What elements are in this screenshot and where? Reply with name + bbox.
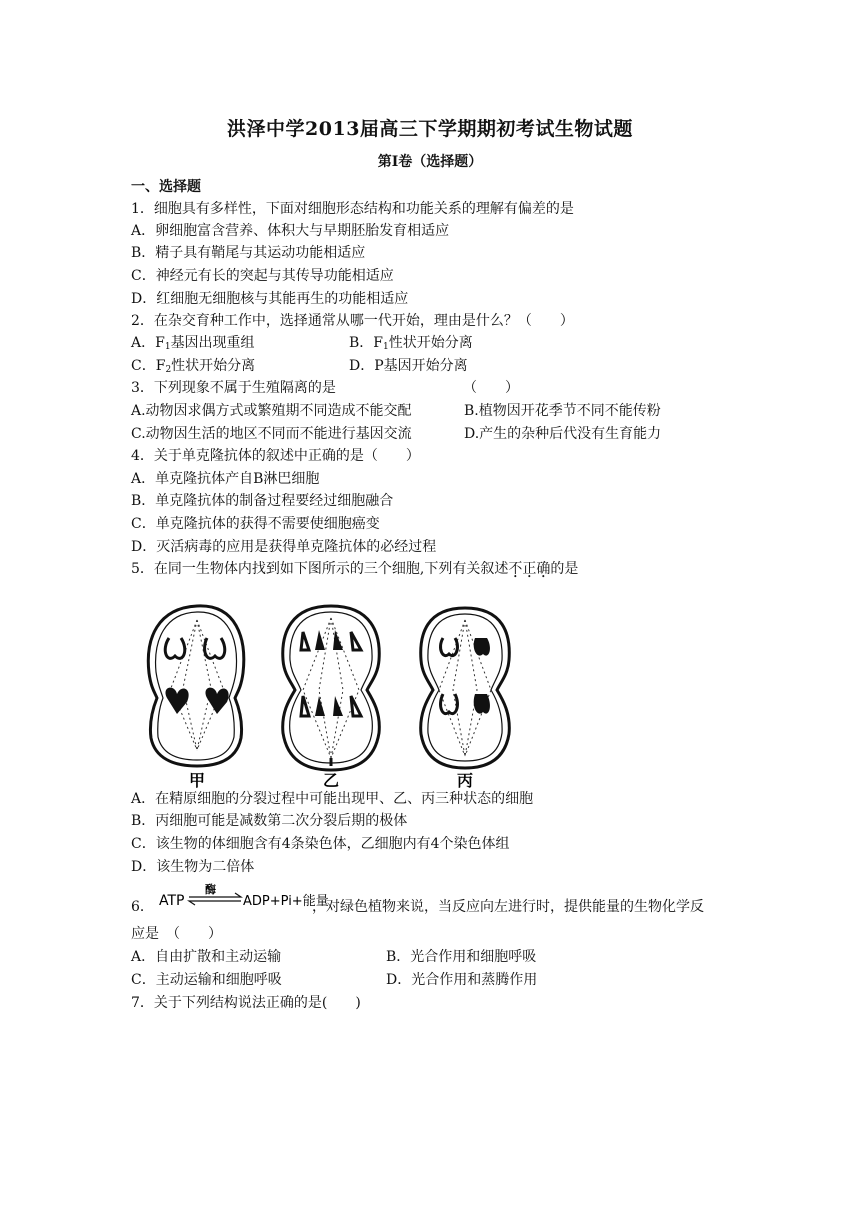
q2-a-post: 基因出现重组 xyxy=(170,335,255,351)
q6-stem: ，对绿色植物来说，当反应向左进行时，提供能量的生物化学反 xyxy=(312,899,704,915)
q3-option-d: D.产生的杂种后代没有生育能力 xyxy=(464,426,662,442)
cell-jia xyxy=(148,606,243,766)
figure-label-yi: 乙 xyxy=(322,771,340,790)
q3-answer-paren: （ ） xyxy=(463,380,519,396)
q2-b-sub: 1 xyxy=(383,342,389,352)
q1-option-c: C．神经元有长的突起与其传导功能相适应 xyxy=(131,268,394,284)
q5-stem-emphasis xyxy=(508,561,550,577)
q4-option-b: B．单克隆抗体的制备过程要经过细胞融合 xyxy=(131,493,394,509)
q6-option-c: C．主动运输和细胞呼吸 xyxy=(131,972,282,988)
emphasis-char: 确 xyxy=(536,561,551,577)
q2-b-pre: B．F xyxy=(349,335,384,351)
q3-option-c: C.动物因生活的地区不同而不能进行基因交流 xyxy=(131,426,412,442)
q5-option-a: A．在精原细胞的分裂过程中可能出现甲、乙、丙三种状态的细胞 xyxy=(131,791,534,807)
q2-stem: 2．在杂交育种工作中，选择通常从哪一代开始，理由是什么？（ ） xyxy=(131,313,574,329)
q2-c-post: 性状开始分离 xyxy=(171,358,256,374)
q7-stem: 7．关于下列结构说法正确的是( ) xyxy=(131,995,361,1011)
q2-c-pre: C．F xyxy=(131,358,166,374)
q5-stem-pre: 5．在同一生物体内找到如下图所示的三个细胞,下列有关叙述 xyxy=(131,561,509,577)
q4-option-c: C．单克隆抗体的获得不需要使细胞癌变 xyxy=(131,516,380,532)
q5-stem-post: 的是 xyxy=(550,561,579,577)
q4-option-d: D．灭活病毒的应用是获得单克隆抗体的必经过程 xyxy=(131,539,437,555)
q6-option-d: D．光合作用和蒸腾作用 xyxy=(386,972,538,988)
eq-right: ADP+Pi+能量 xyxy=(243,894,329,909)
emphasis-char: 正 xyxy=(522,561,537,577)
cell-yi xyxy=(283,606,380,770)
q4-option-a: A．单克隆抗体产自B淋巴细胞 xyxy=(131,471,320,487)
cell-bing xyxy=(421,608,510,768)
page-subtitle: 第Ⅰ卷（选择题） xyxy=(377,154,483,170)
q2-a-sub: 1 xyxy=(164,342,171,352)
q2-option-b xyxy=(349,334,473,356)
figure-label-jia: 甲 xyxy=(188,771,206,790)
q3-stem: 3．下列现象不属于生殖隔离的是 xyxy=(131,380,336,396)
q5-option-d: D．该生物为二倍体 xyxy=(131,859,255,875)
emphasis-char: 不 xyxy=(508,561,523,577)
page-title: 洪泽中学2013届高三下学期期初考试生物试题 xyxy=(227,118,633,140)
q2-b-post: 性状开始分离 xyxy=(388,335,473,351)
q1-option-d: D．红细胞无细胞核与其能再生的功能相适应 xyxy=(131,291,409,307)
q2-option-a xyxy=(131,334,255,356)
q5-stem xyxy=(131,560,578,578)
q1-stem: 1．细胞具有多样性，下面对细胞形态结构和功能关系的理解有偏差的是 xyxy=(131,201,574,217)
q5-option-b: B．丙细胞可能是减数第二次分裂后期的极体 xyxy=(131,813,408,829)
q2-c-sub: 2 xyxy=(165,365,172,375)
eq-left: ATP xyxy=(159,893,185,909)
q2-option-c xyxy=(131,357,255,379)
q6-number: 6． xyxy=(131,899,154,915)
q1-option-b: B．精子具有鞘尾与其运动功能相适应 xyxy=(131,245,366,261)
q4-stem: 4．关于单克隆抗体的叙述中正确的是（ ） xyxy=(131,448,420,464)
figure-label-bing: 丙 xyxy=(456,771,474,790)
q2-a-pre: A．F xyxy=(131,335,165,351)
q2-option-d: D．P基因开始分离 xyxy=(349,358,468,374)
q6-option-a: A．自由扩散和主动运输 xyxy=(131,949,282,965)
q6-option-b: B．光合作用和细胞呼吸 xyxy=(386,949,537,965)
q6-stem-cont: 应是 （ ） xyxy=(131,926,222,942)
atp-reaction-equation xyxy=(157,881,329,915)
section-heading: 一、选择题 xyxy=(131,179,201,195)
q1-option-a: A．卵细胞富含营养、体积大与早期胚胎发育相适应 xyxy=(131,223,450,239)
cell-division-figure xyxy=(131,598,531,788)
q3-option-a: A.动物因求偶方式或繁殖期不同造成不能交配 xyxy=(131,403,412,419)
q5-option-c: C．该生物的体细胞含有4条染色体，乙细胞内有4个染色体组 xyxy=(131,836,510,852)
q3-option-b: B.植物因开花季节不同不能传粉 xyxy=(464,403,661,419)
eq-enzyme: 酶 xyxy=(205,883,216,896)
